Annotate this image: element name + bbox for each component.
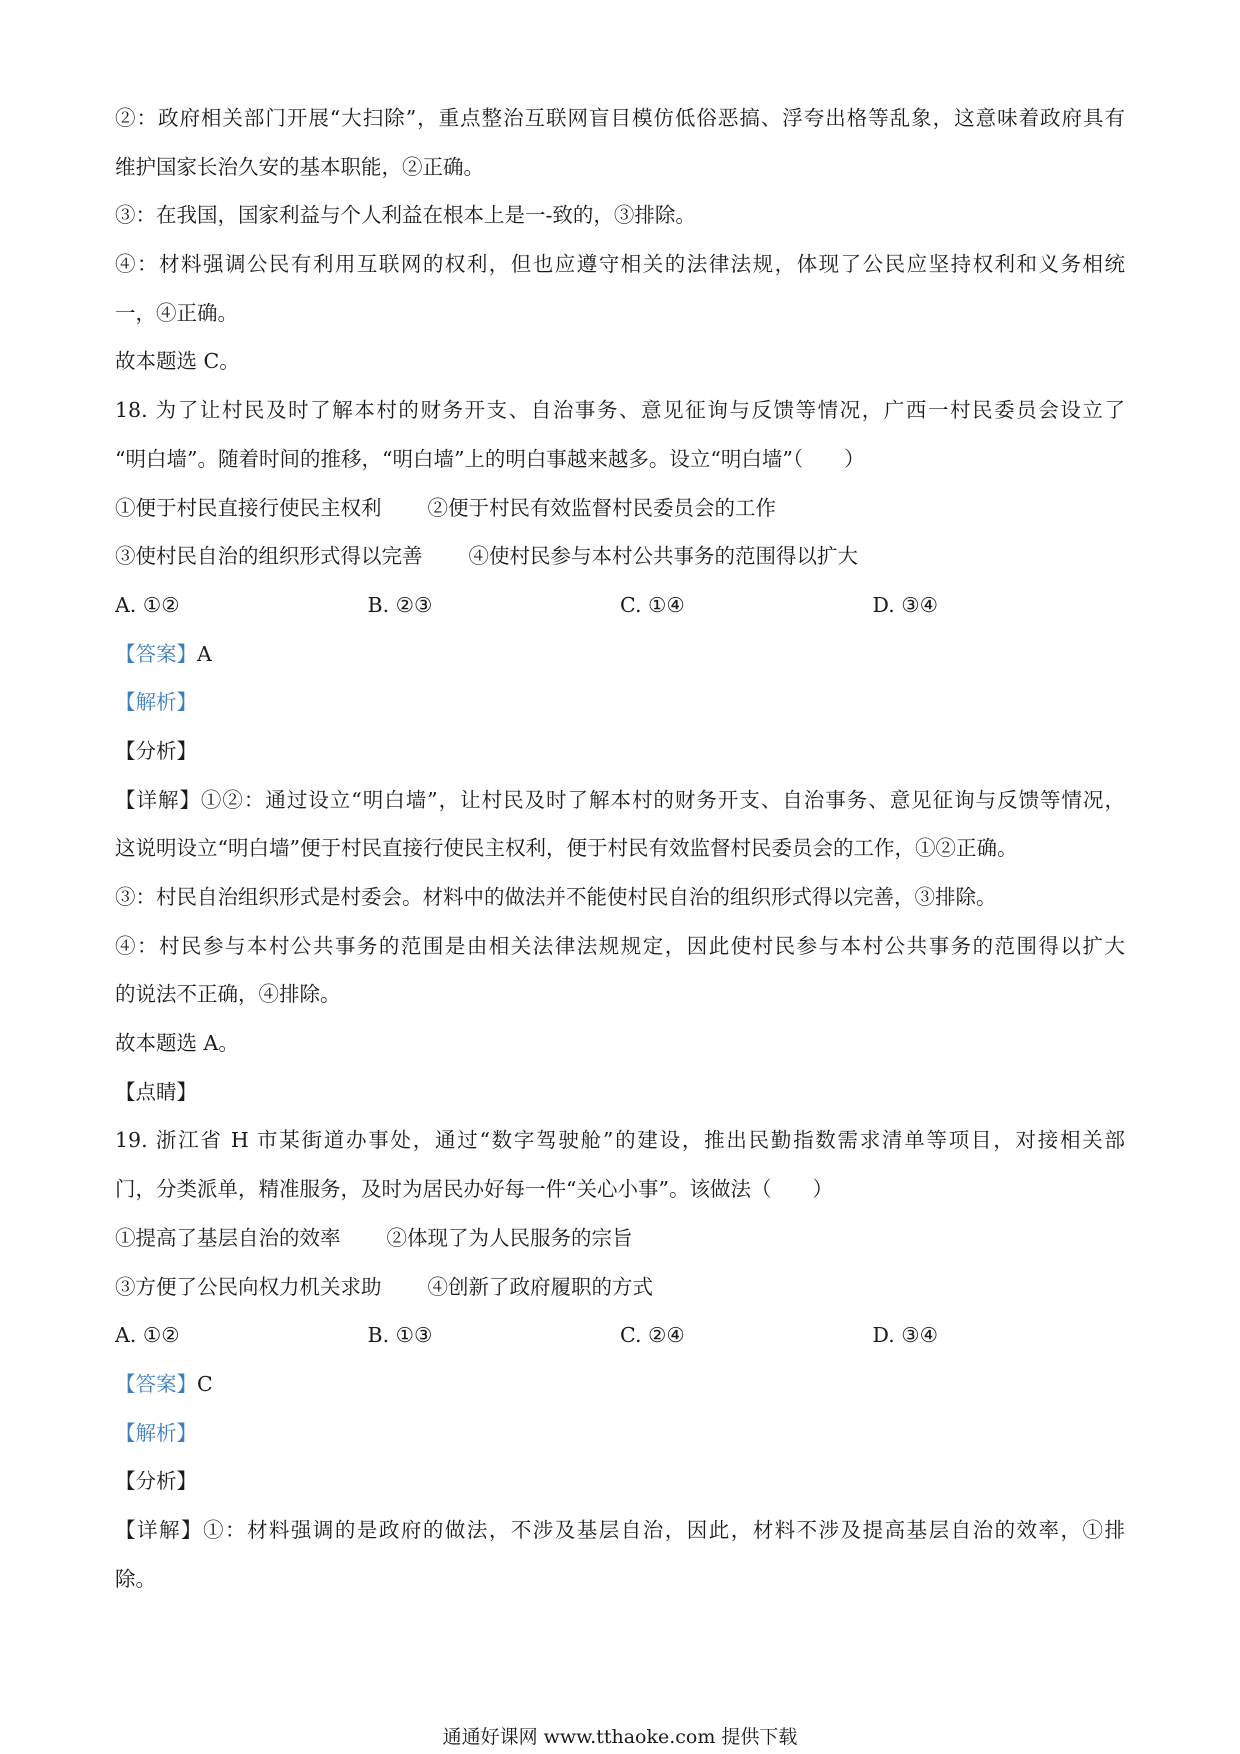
- q18-answer: [115, 630, 1125, 679]
- q18-detail-line4: ④：村民参与本村公共事务的范围是由相关法律法规规定，因此使村民参与本村公共事务的范围得以扩大: [115, 933, 1125, 958]
- q18-detail-line1: [115, 776, 1125, 825]
- q18-option-b: B. ②③: [367, 592, 433, 617]
- q18-stem-line1: 18. 为了让村民及时了解本村的财务开支、自治事务、意见征询与反馈等情况，广西一村民委员会设立了: [115, 398, 1125, 423]
- page-footer: 通通好课网 www.tthaoke.com 提供下载: [442, 1726, 798, 1748]
- q18-fenxi-label: 【分析】: [115, 738, 197, 763]
- q19-jiexi-label: 【解析】: [115, 1420, 197, 1445]
- q18-answer-value: A: [197, 641, 212, 666]
- q19-stem-line1: 19. 浙江省 H 市某街道办事处，通过“数字驾驶舱”的建设，推出民勤指数需求清单等项目，对接相关部: [115, 1128, 1125, 1153]
- q19-detail-line2: 除。: [115, 1566, 156, 1591]
- q19-option-d: D. ③④: [872, 1323, 938, 1348]
- q18-option-c: C. ①④: [620, 592, 685, 617]
- q17-item4-line2: 一，④正确。: [115, 300, 238, 325]
- q19-fenxi-label: 【分析】: [115, 1469, 197, 1494]
- q18-option-a: A. ①②: [115, 592, 180, 617]
- q18-statement-3: ③使村民自治的组织形式得以完善: [115, 544, 423, 569]
- q19-statements-row2: [115, 1263, 1125, 1312]
- q19-detail-text-1: ①：材料强调的是政府的做法，不涉及基层自治，因此，材料不涉及提高基层自治的效率，①排: [202, 1517, 1125, 1542]
- q17-item2-line1: ②：政府相关部门开展“大扫除”，重点整治互联网盲目模仿低俗恶搞、浮夸出格等乱象，这意味着政府具有: [115, 106, 1125, 130]
- q17-item2-line2: 维护国家长治久安的基本职能，②正确。: [115, 154, 484, 179]
- q19-options: [115, 1311, 1125, 1360]
- q18-dianjing-label: 【点睛】: [115, 1079, 197, 1104]
- q18-detail-text-1: ①②：通过设立“明白墙”，让村民及时了解本村的财务开支、自治事务、意见征询与反馈等情况，: [200, 787, 1125, 812]
- q18-statement-2: ②便于村民有效监督村民委员会的工作: [427, 495, 776, 520]
- q19-statement-2: ②体现了为人民服务的宗旨: [386, 1225, 633, 1250]
- q19-answer-label: 【答案】: [115, 1371, 197, 1396]
- q17-conclusion: 故本题选 C。: [115, 349, 240, 374]
- q18-statement-1: ①便于村民直接行使民主权利: [115, 495, 382, 520]
- q18-stem-line2: “明白墙”。随着时间的推移，“明白墙”上的明白事越来越多。设立“明白墙”（ ）: [115, 446, 865, 471]
- q17-item3: ③：在我国，国家利益与个人利益在根本上是一-致的，③排除。: [115, 203, 696, 228]
- q19-statement-1: ①提高了基层自治的效率: [115, 1225, 341, 1250]
- q18-options: [115, 581, 1125, 630]
- q19-statement-3: ③方便了公民向权力机关求助: [115, 1274, 382, 1299]
- q19-detail-line1: [115, 1506, 1125, 1555]
- q19-answer: [115, 1360, 1125, 1409]
- q19-option-a: A. ①②: [115, 1323, 180, 1348]
- q18-conclusion: 故本题选 A。: [115, 1031, 239, 1056]
- q18-statement-4: ④使村民参与本村公共事务的范围得以扩大: [468, 544, 858, 569]
- q19-detail-label: 【详解】: [115, 1517, 203, 1542]
- q18-jiexi-label: 【解析】: [115, 690, 197, 715]
- q18-statements-row2: [115, 532, 1125, 581]
- q18-option-d: D. ③④: [872, 592, 938, 617]
- q18-statements-row1: [115, 484, 1125, 533]
- q19-statements-row1: [115, 1214, 1125, 1263]
- q19-stem-line2: 门，分类派单，精准服务，及时为居民办好每一件“关心小事”。该做法（ ）: [115, 1177, 833, 1202]
- q19-option-c: C. ②④: [620, 1323, 685, 1348]
- q18-detail-line2: 这说明设立“明白墙”便于村民直接行使民主权利，便于村民有效监督村民委员会的工作，①②正确。: [115, 836, 1018, 861]
- q17-item4-line1: ④：材料强调公民有利用互联网的权利，但也应遵守相关的法律法规，体现了公民应坚持权利和义务相统: [115, 252, 1125, 277]
- page-content: [115, 94, 1125, 1603]
- q18-detail-line5: 的说法不正确，④排除。: [115, 982, 341, 1007]
- q19-option-b: B. ①③: [367, 1323, 433, 1348]
- q19-statement-4: ④创新了政府履职的方式: [427, 1274, 653, 1299]
- q18-detail-line3: ③：村民自治组织形式是村委会。材料中的做法并不能使村民自治的组织形式得以完善，③排除。: [115, 885, 997, 909]
- q19-answer-value: C: [197, 1371, 213, 1396]
- q18-answer-label: 【答案】: [115, 641, 197, 666]
- q18-detail-label: 【详解】: [115, 787, 201, 812]
